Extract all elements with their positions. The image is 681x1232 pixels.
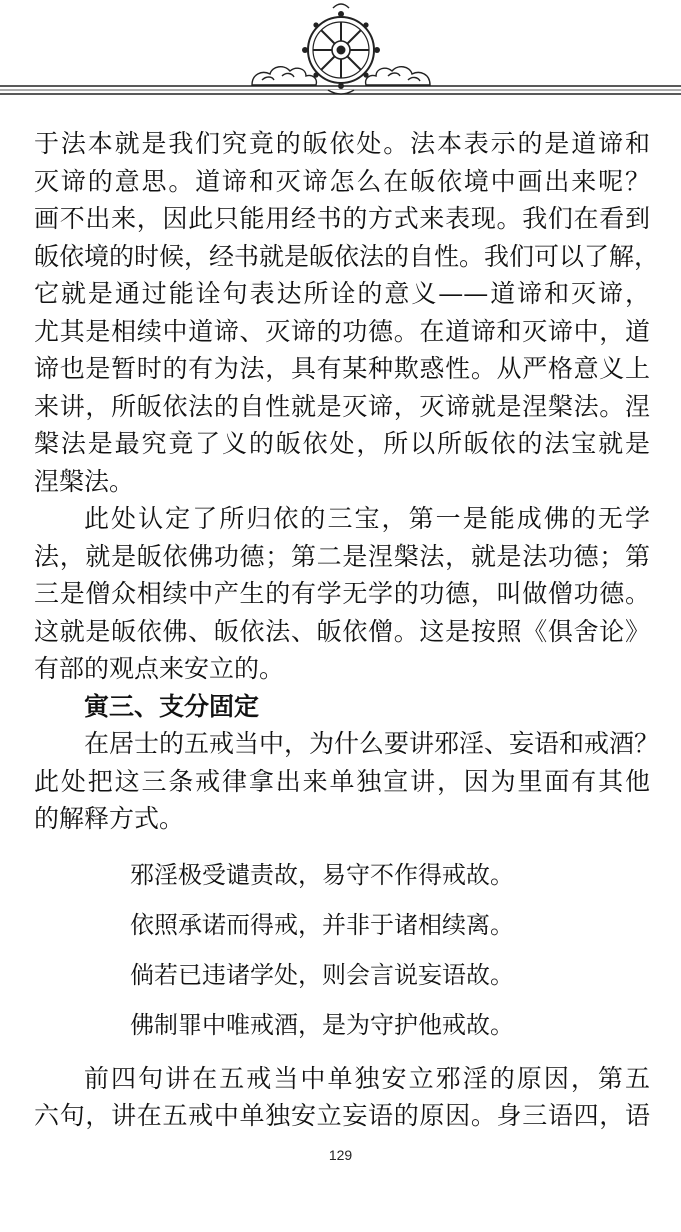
text-line: 尤其是相续中道谛、灭谛的功德。在道谛和灭谛中，道 bbox=[34, 316, 650, 346]
verse-block bbox=[34, 850, 650, 1050]
text-line: 法，就是皈依佛功德；第二是涅槃法，就是法功德；第 bbox=[34, 541, 650, 571]
page-number: 129 bbox=[328, 1147, 353, 1163]
text-line: 来讲，所皈依法的自性就是灭谛，灭谛就是涅槃法。涅 bbox=[34, 391, 650, 421]
body-text bbox=[34, 125, 660, 1135]
paragraph-1 bbox=[34, 125, 660, 500]
text-line: 皈依境的时候，经书就是皈依法的自性。我们可以了解， bbox=[34, 241, 660, 271]
text-line: 于法本就是我们究竟的皈依处。法本表示的是道谛和 bbox=[34, 129, 650, 158]
text-line: 此处认定了所归依的三宝，第一是能成佛的无学 bbox=[84, 504, 650, 533]
cloud-right-icon bbox=[366, 67, 430, 85]
section-heading: 寅三、支分固定 bbox=[84, 691, 260, 721]
text-line: 六句，讲在五戒中单独安立妄语的原因。身三语四，语 bbox=[34, 1101, 650, 1130]
text-line: 灭谛的意思。道谛和灭谛怎么在皈依境中画出来呢？ bbox=[34, 166, 650, 196]
text-line: 涅槃法。 bbox=[34, 466, 135, 496]
text-line: 前四句讲在五戒当中单独安立邪淫的原因，第五 bbox=[84, 1063, 650, 1093]
verse-line: 邪淫极受谴责故，易守不作得戒故。 bbox=[130, 860, 514, 889]
text-line: 谛也是暂时的有为法，具有某种欺惑性。从严格意义上 bbox=[34, 354, 650, 383]
text-line: 的解释方式。 bbox=[34, 804, 185, 833]
text-line: 槃法是最究竟了义的皈依处，所以所皈依的法宝就是 bbox=[34, 429, 650, 458]
text-line: 在居士的五戒当中，为什么要讲邪淫、妄语和戒酒？ bbox=[84, 729, 660, 758]
text-line: 此处把这三条戒律拿出来单独宣讲，因为里面有其他 bbox=[34, 766, 650, 796]
text-line: 有部的观点来安立的。 bbox=[34, 654, 285, 683]
paragraph-3 bbox=[34, 725, 660, 838]
cloud-left-icon bbox=[252, 67, 316, 85]
text-line: 画不出来，因此只能用经书的方式来表现。我们在看到 bbox=[34, 204, 650, 233]
paragraph-2 bbox=[34, 500, 650, 688]
verse-line: 佛制罪中唯戒酒，是为守护他戒故。 bbox=[130, 1010, 514, 1039]
header-ornament bbox=[0, 0, 681, 110]
text-line: 它就是通过能诠句表达所诠的意义——道谛和灭谛， bbox=[34, 279, 650, 308]
text-line: 这就是皈依佛、皈依法、皈依僧。这是按照《俱舍论》 bbox=[34, 616, 650, 646]
verse-line: 倘若已违诸学处，则会言说妄语故。 bbox=[130, 960, 514, 989]
verse-line: 依照承诺而得戒，并非于诸相续离。 bbox=[130, 910, 514, 939]
text-line: 三是僧众相续中产生的有学无学的功德，叫做僧功德。 bbox=[34, 579, 650, 608]
paragraph-4 bbox=[34, 1060, 650, 1135]
